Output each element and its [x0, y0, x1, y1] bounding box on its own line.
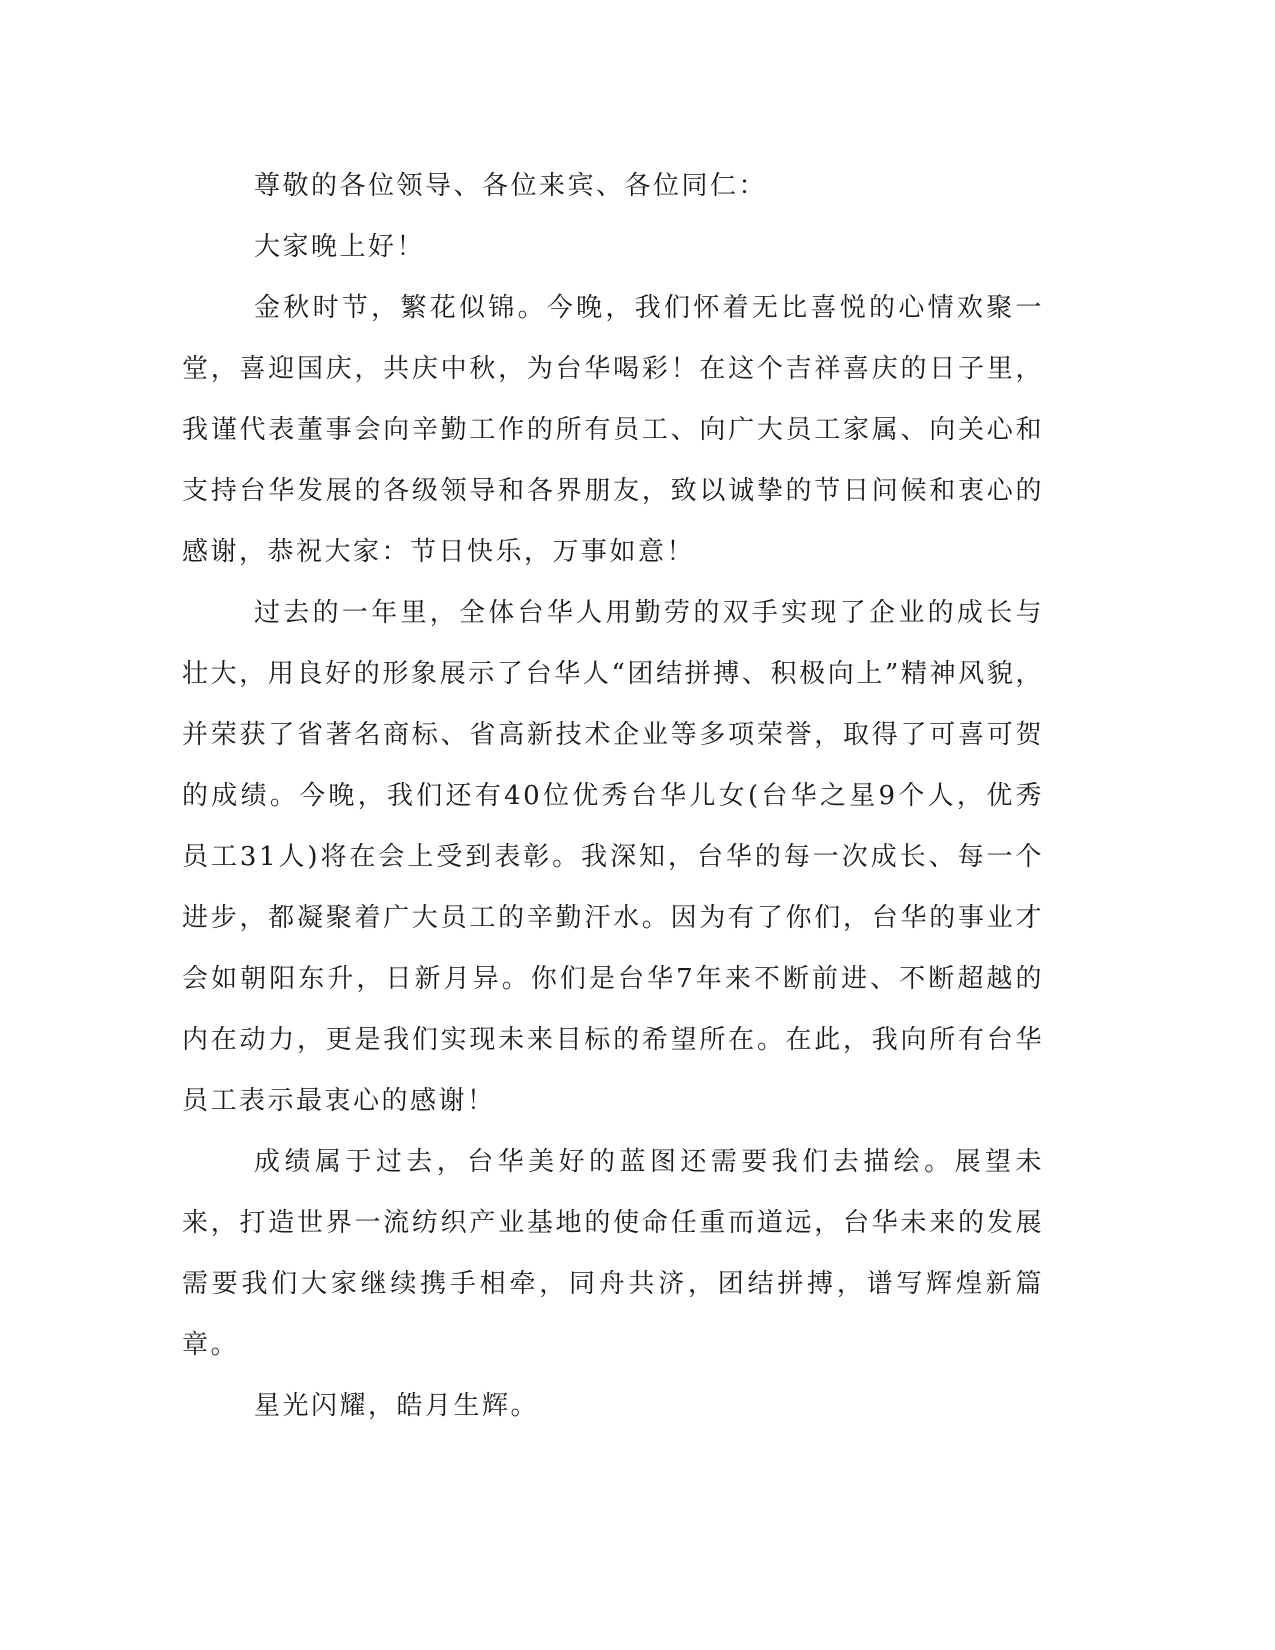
paragraph-closing: 星光闪耀，皓月生辉。 — [254, 1391, 540, 1421]
salutation: 尊敬的各位领导、各位来宾、各位同仁： — [254, 171, 768, 201]
paragraph-opening: 金秋时节，繁花似锦。今晚，我们怀着无比喜悦的心情欢聚一堂，喜迎国庆，共庆中秋，为台华喝彩！在这个吉祥喜庆的日子里，我谨代表董事会向辛勤工作的所有员工、向广大员工家属、向关心和支持台华发展的各级领导和各界朋友，致以诚挚的节日问候和衷心的感谢，恭祝大家：节日快乐，万事如意！ — [182, 293, 1044, 567]
paragraph-achievements: 过去的一年里，全体台华人用勤劳的双手实现了企业的成长与壮大，用良好的形象展示了台华人“团结拼搏、积极向上”精神风貌，并荣获了省著名商标、省高新技术企业等多项荣誉，取得了可喜可贺的成绩。今晚，我们还有40位优秀台华儿女(台华之星9个人，优秀员工31人)将在会上受到表彰。我深知，台华的每一次成长、每一个进步，都凝聚着广大员工的辛勤汗水。因为有了你们，台华的事业才会如朝阳东升，日新月异。你们是台华7年来不断前进、不断超越的内在动力，更是我们实现未来目标的希望所在。在此，我向所有台华员工表示最衷心的感谢！ — [182, 598, 1044, 1116]
paragraph-outlook: 成绩属于过去，台华美好的蓝图还需要我们去描绘。展望未来，打造世界一流纺织产业基地的使命任重而道远，台华未来的发展需要我们大家继续携手相牵，同舟共济，团结拼搏，谱写辉煌新篇章。 — [182, 1147, 1044, 1360]
greeting: 大家晚上好！ — [254, 232, 426, 262]
document-body — [182, 156, 1044, 1437]
